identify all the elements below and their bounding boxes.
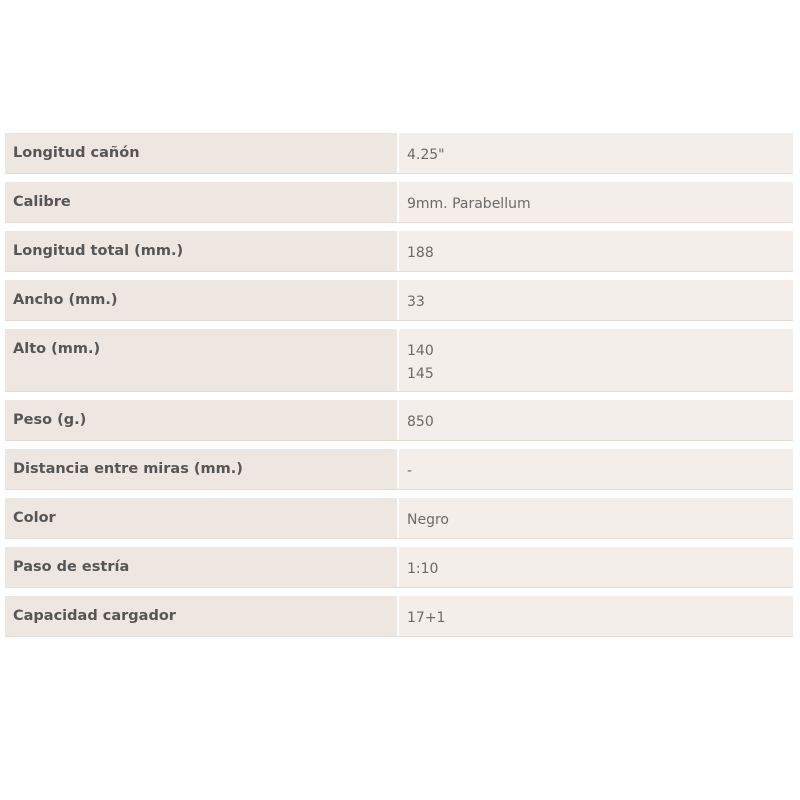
spec-label xyxy=(5,182,397,222)
spec-value xyxy=(399,449,793,489)
spec-value-text: 145 xyxy=(407,366,434,382)
spec-value-text: 17+1 xyxy=(407,610,446,626)
spec-value xyxy=(399,498,793,538)
spec-value xyxy=(399,133,793,173)
spec-value-text: 140 xyxy=(407,343,434,359)
spec-label-text: Distancia entre miras (mm.) xyxy=(13,461,243,477)
spec-row-barrel-length xyxy=(5,133,793,174)
spec-row-rifling-twist xyxy=(5,547,793,588)
spec-value xyxy=(399,182,793,222)
spec-value-text: 9mm. Parabellum xyxy=(407,196,531,212)
spec-label-text: Color xyxy=(13,510,56,526)
spec-value xyxy=(399,596,793,636)
spec-value-text: 850 xyxy=(407,414,434,430)
spec-label xyxy=(5,596,397,636)
spec-label xyxy=(5,400,397,440)
spec-label-text: Ancho (mm.) xyxy=(13,292,118,308)
spec-row-magazine-capacity xyxy=(5,596,793,637)
spec-row-height xyxy=(5,329,793,392)
spec-label xyxy=(5,231,397,271)
spec-label-text: Alto (mm.) xyxy=(13,341,101,357)
spec-label-text: Peso (g.) xyxy=(13,412,87,428)
spec-label-text: Calibre xyxy=(13,194,71,210)
spec-value-text: 188 xyxy=(407,245,434,261)
spec-row-width xyxy=(5,280,793,321)
spec-value-text: Negro xyxy=(407,512,449,528)
spec-row-color xyxy=(5,498,793,539)
spec-label xyxy=(5,133,397,173)
spec-row-sight-distance xyxy=(5,449,793,490)
spec-row-weight xyxy=(5,400,793,441)
spec-value-text: 4.25" xyxy=(407,147,445,163)
spec-label xyxy=(5,547,397,587)
spec-label-text: Longitud total (mm.) xyxy=(13,243,184,259)
spec-value xyxy=(399,231,793,271)
spec-label-text: Capacidad cargador xyxy=(13,608,176,624)
spec-value-text: - xyxy=(407,463,413,479)
spec-value xyxy=(399,400,793,440)
spec-value-text: 1:10 xyxy=(407,561,439,577)
spec-value xyxy=(399,329,793,391)
spec-label-text: Paso de estría xyxy=(13,559,130,575)
spec-row-caliber xyxy=(5,182,793,223)
spec-label xyxy=(5,449,397,489)
spec-value xyxy=(399,280,793,320)
spec-label xyxy=(5,498,397,538)
spec-label xyxy=(5,329,397,391)
spec-row-total-length xyxy=(5,231,793,272)
spec-label xyxy=(5,280,397,320)
spec-value-text: 33 xyxy=(407,294,425,310)
spec-table xyxy=(5,133,793,645)
spec-label-text: Longitud cañón xyxy=(13,145,140,161)
spec-value xyxy=(399,547,793,587)
